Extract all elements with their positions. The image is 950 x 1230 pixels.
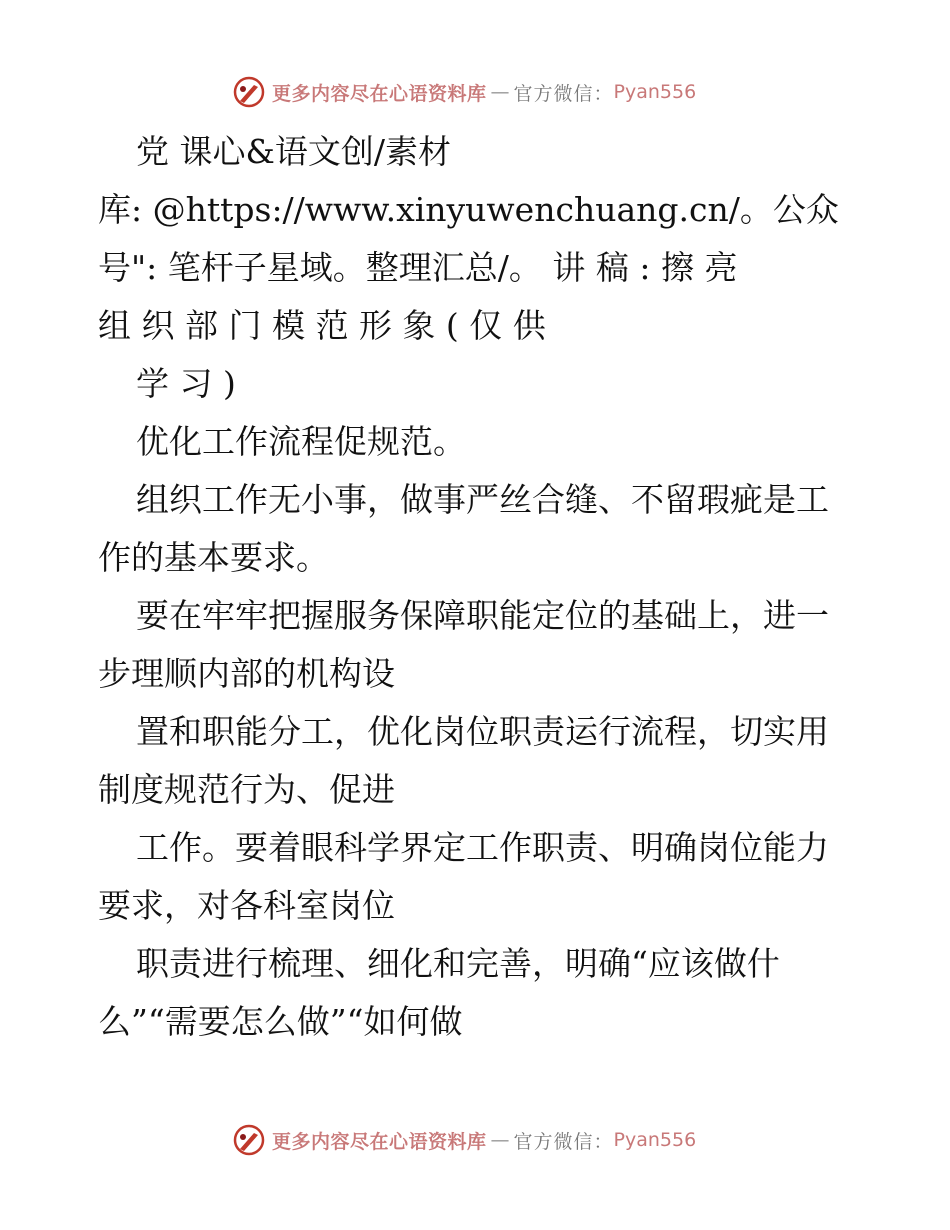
text-line: 步理顺内部的机构设 — [98, 654, 395, 693]
watermark-wechat-id: Pyan556 — [613, 1129, 697, 1151]
pen-logo-icon — [232, 1123, 266, 1157]
text-line: 优化工作流程促规范。 — [136, 422, 466, 461]
text-line: 工作。要着眼科学界定工作职责、明确岗位能力 — [136, 828, 829, 867]
text-line: 要在牢牢把握服务保障职能定位的基础上，进一 — [136, 596, 829, 635]
text-line: 制度规范行为、促进 — [98, 770, 395, 809]
watermark-dash: — — [490, 81, 510, 103]
text-line: 号": 笔杆子星域。整理汇总/。 讲 稿 : 擦 亮 — [98, 248, 738, 287]
text-line: 么”“需要怎么做”“如何做 — [98, 1002, 463, 1041]
header-watermark — [232, 72, 696, 112]
text-line: 作的基本要求。 — [98, 538, 329, 577]
text-line: 学 习 ) — [136, 364, 236, 403]
text-line: 组 织 部 门 模 范 形 象 ( 仅 供 — [98, 306, 546, 345]
watermark-sub-text: 官方微信： — [513, 82, 614, 105]
text-line: 置和职能分工，优化岗位职责运行流程，切实用 — [136, 712, 829, 751]
text-line: 组织工作无小事，做事严丝合缝、不留瑕疵是工 — [136, 480, 829, 519]
text-line: 党 课心&语文创/素材 — [136, 132, 451, 171]
watermark-main-text: 更多内容尽在心语资料库 — [272, 82, 487, 105]
pen-logo-icon — [232, 75, 266, 109]
text-line: 要求，对各科室岗位 — [98, 886, 395, 925]
text-line: 职责进行梳理、细化和完善，明确“应该做什 — [136, 944, 780, 983]
watermark-sub-text: 官方微信： — [513, 1130, 614, 1153]
watermark-main-text: 更多内容尽在心语资料库 — [272, 1130, 487, 1153]
text-line: 库: @https://www.xinyuwenchuang.cn/。公众 — [98, 190, 839, 229]
footer-watermark — [232, 1120, 696, 1160]
document-body — [98, 123, 858, 1051]
watermark-dash: — — [490, 1129, 510, 1151]
watermark-wechat-id: Pyan556 — [613, 81, 697, 103]
